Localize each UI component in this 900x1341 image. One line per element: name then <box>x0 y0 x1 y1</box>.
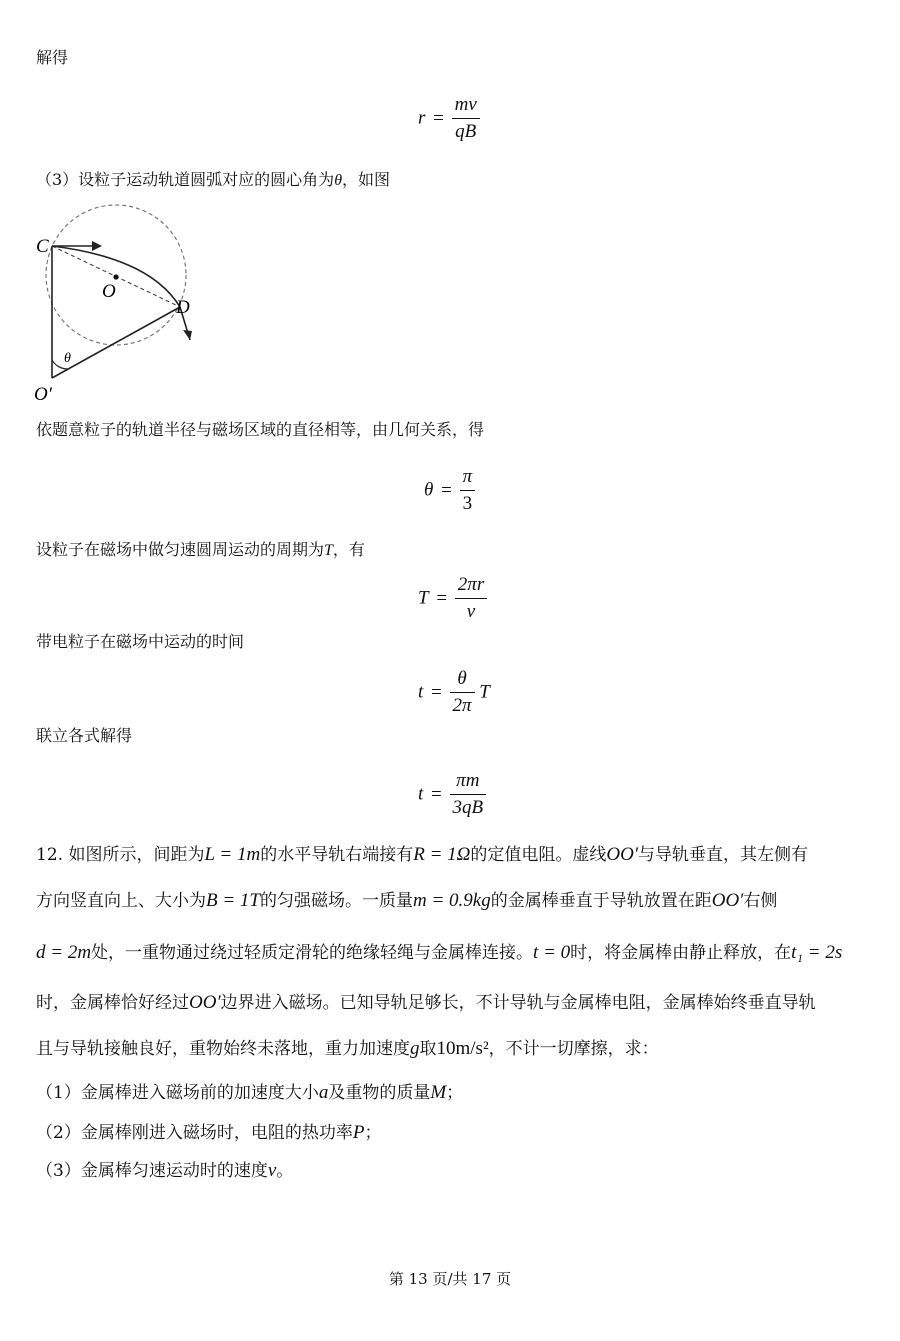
q1-math: a <box>318 1082 329 1103</box>
p12-text: 边界进入磁场。已知导轨足够长，不计导轨与金属棒电阻，金属棒始终垂直导轨 <box>220 993 816 1013</box>
p12-math: OO′ <box>189 992 221 1013</box>
trajectory-arc <box>52 246 190 340</box>
q2-text: ； <box>364 1123 382 1143</box>
eq-t2-den: 3qB <box>452 797 484 818</box>
equation-time-1: t = $\frac{\theta}{2\pi}$ T <box>418 668 490 716</box>
p12-text: 且与导轨接触良好，重物始终未落地，重力加速度 <box>36 1039 410 1059</box>
period-symbol-t: T <box>324 542 333 559</box>
text-geometry: 依题意粒子的轨道半径与磁场区域的直径相等，由几何关系，得 <box>36 420 485 439</box>
q3-text: 。 <box>276 1161 294 1181</box>
p12-text: ，不计一切摩擦，求： <box>488 1039 659 1059</box>
label-c: C <box>36 236 49 257</box>
problem12-line4 <box>36 992 816 1014</box>
part3-theta: θ <box>334 172 343 189</box>
p12-math: 10m/s² <box>436 1038 489 1059</box>
p12-text: 的金属棒垂直于导轨放置在距 <box>490 891 712 911</box>
question-2 <box>36 1122 381 1144</box>
eq-t1-num: θ <box>450 668 475 693</box>
p12-text: 的水平导轨右端接有 <box>260 845 414 865</box>
equation-theta: θ = $\frac{\pi}{3}$ <box>424 466 475 515</box>
part3-tail: ，如图 <box>342 170 391 189</box>
p12-text: 12. 如图所示，间距为 <box>36 845 205 865</box>
problem12-line5 <box>36 1038 659 1060</box>
trajectory-arrowhead <box>183 330 192 340</box>
eq-t2-num: πm <box>450 770 487 795</box>
q2-math: P <box>352 1122 365 1143</box>
p12-text: 时，金属棒恰好经过 <box>36 993 189 1013</box>
q1-math: M <box>430 1082 447 1103</box>
text-time: 带电粒子在磁场中运动的时间 <box>36 632 245 651</box>
text-jiede-1: 解得 <box>36 48 69 67</box>
eq-r-den: qB <box>455 121 477 142</box>
eq-theta-num: π <box>460 466 476 491</box>
eq-r-lhs: r <box>418 107 426 129</box>
p12-math: t₁ = 2s <box>791 942 843 963</box>
text-period <box>36 540 365 561</box>
p12-text: 的匀强磁场。一质量 <box>260 891 413 911</box>
p12-text: 方向竖直向上、大小为 <box>36 891 206 911</box>
p12-math: OO′ <box>606 844 639 865</box>
problem12-line1 <box>36 844 808 866</box>
q1-text: 及重物的质量 <box>328 1083 431 1103</box>
q2-text: （2）金属棒刚进入磁场时，电阻的热功率 <box>36 1123 353 1143</box>
label-d: D <box>176 297 190 318</box>
eq-t1-lhs: t <box>418 681 424 703</box>
q1-text: （1）金属棒进入磁场前的加速度大小 <box>36 1083 319 1103</box>
label-o: O <box>102 281 116 302</box>
label-o-prime: O′ <box>34 384 52 405</box>
eq-t1-den: 2π <box>452 695 472 716</box>
p12-text: 处，一重物通过绕过轻质定滑轮的绝缘轻绳与金属棒连接。 <box>91 943 534 963</box>
center-point-o <box>113 274 118 279</box>
p12-math: R = 1Ω <box>413 844 471 865</box>
part3-intro-text: （3）设粒子运动轨道圆弧对应的圆心角为 <box>36 170 335 189</box>
p12-math: d = 2m <box>36 942 92 963</box>
eq-t1-tail: T <box>479 681 490 703</box>
equation-time-2: t = $\frac{\pi m}{3qB}$ <box>418 770 486 819</box>
question-1 <box>36 1082 463 1104</box>
p12-math: m = 0.9kg <box>413 890 491 911</box>
p12-text: 右侧 <box>743 891 778 911</box>
p12-math: B = 1T <box>206 890 260 911</box>
eq-r-num: mv <box>452 94 480 119</box>
p12-math: L = 1m <box>204 844 261 865</box>
p12-text: 与导轨垂直，其左侧有 <box>638 845 809 865</box>
p12-text: 的定值电阻。虚线 <box>470 845 607 865</box>
text-combine: 联立各式解得 <box>36 726 133 745</box>
p12-math: t = 0 <box>533 942 571 963</box>
equation-radius: r = $\frac{mv}{qB}$ <box>418 94 480 143</box>
radius-line-od <box>52 307 180 378</box>
eq-theta-den: 3 <box>462 493 473 514</box>
p12-math: OO′ <box>711 890 744 911</box>
eq-t1-fraction <box>450 668 475 717</box>
eq-t2-lhs: t <box>418 783 424 805</box>
geometry-figure <box>30 200 230 405</box>
eq-theta-lhs: θ <box>424 479 434 501</box>
problem12-line3 <box>36 942 842 964</box>
eq-t-fraction <box>455 574 487 623</box>
eq-t-lhs: T <box>418 587 429 609</box>
p12-text: 取 <box>419 1039 437 1059</box>
question-3 <box>36 1160 293 1182</box>
period-text-a: 设粒子在磁场中做匀速圆周运动的周期为 <box>36 540 325 559</box>
eq-theta-fraction <box>460 466 476 515</box>
text-part3-intro <box>36 170 390 191</box>
problem12-line2 <box>36 890 777 912</box>
eq-t2-fraction <box>450 770 487 819</box>
eq-t-den: v <box>466 601 476 622</box>
q1-text: ； <box>446 1083 464 1103</box>
eq-t-num: 2πr <box>455 574 487 599</box>
eq-r-fraction <box>452 94 480 143</box>
q3-text: （3）金属棒匀速运动时的速度 <box>36 1161 268 1181</box>
period-text-b: ，有 <box>332 540 365 559</box>
label-theta: θ <box>64 351 71 366</box>
velocity-arrowhead <box>92 241 102 251</box>
p12-math: g <box>410 1038 420 1059</box>
equation-period: T = $\frac{2\pi r}{v}$ <box>418 574 487 623</box>
page-footer: 第 13 页/共 17 页 <box>388 1270 512 1288</box>
q3-math: v <box>267 1160 277 1181</box>
p12-text: 时，将金属棒由静止释放，在 <box>570 943 792 963</box>
